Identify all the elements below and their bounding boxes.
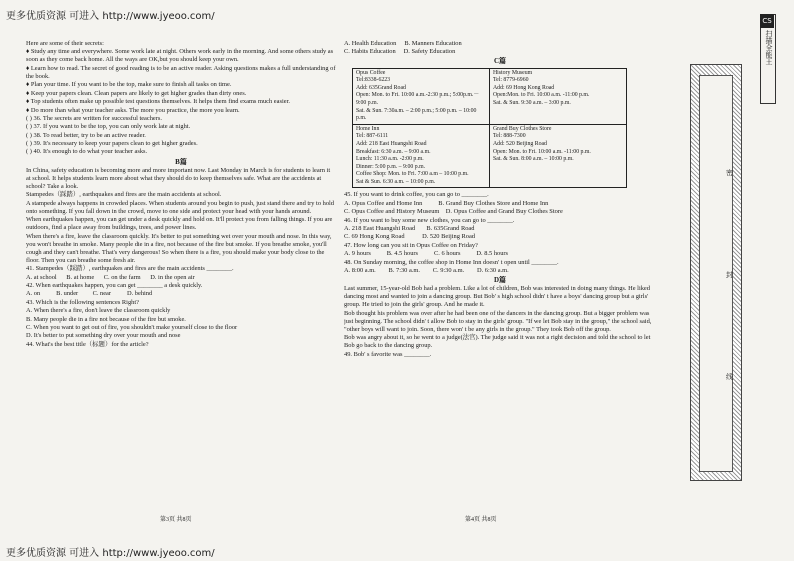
ad-history-museum: History Museum Tel: 8779-6960 Add: 69 Hong Kong Road Open:Mon. to Fri. 10:00 a.m. -11:00 p.m. Sat. & Sun. 9:30 a.m. – 3:00 p.m.: [490, 68, 627, 124]
seal-char: 线: [726, 373, 733, 381]
passage-paragraph: When earthquakes happen, you can get under a desk quickly and hold on. It'll protect you from falling things. If you are outdoors, find a place away from buildings, trees, and power lines.: [26, 216, 333, 232]
options-44: A. Health Education B. Manners Education: [344, 40, 462, 47]
tf-question: ( ) 38. To read better, try to be an active reader.: [26, 131, 146, 139]
option: C. 69 Hong Kong Road D. 520 Beijing Road: [344, 233, 476, 241]
option: A. When there's a fire, don't leave the classroom quickly: [26, 307, 171, 315]
tf-question: ( ) 36. The secrets are written for successful teachers.: [26, 114, 162, 122]
question-42: 42. When earthquakes happen, you can get ________ a desk quickly.: [26, 282, 203, 290]
option: C. Opus Coffee and History Museum D. Opus Coffee and Grand Buy Clothes Store: [344, 208, 563, 216]
passage-paragraph: A stampede always happens in crowded places. When students around you begin to push, just stand there and try to hold onto something. If you fall down in the crowd, move to one side and protect your head with your hands around.: [26, 199, 334, 215]
option: B. Many people die in a fire not because of the fire but smoke.: [26, 315, 186, 323]
options-44: C. Habits Education D. Safety Education: [344, 48, 456, 56]
right-page: [344, 40, 656, 515]
tip: ♦ Do more than what your teacher asks. The more you practice, the more you learn.: [26, 106, 240, 114]
option: A. 218 East Huangshi Road B. 635Grand Road: [344, 225, 475, 233]
section-c-heading: C篇: [493, 57, 507, 66]
ad-home-inn: Home Inn Tel: 887-6111 Add: 218 East Huangshi Road Breakfast: 6:30 a.m. – 9:00 a.m. Lunch: 11:30 a.m. -2:00 p.m. Dinner: 5:00 p.m. – 9:00 p.m. Coffee Shop: Mon. to Fri. 7:00 a.m – 10:00 p.m. Sat & Sun. 6:30 a.m. – 10:00 p.m.: [353, 124, 490, 188]
passage-paragraph: Stampedes（踩踏）, earthquakes and fires are the main accidents at school.: [26, 191, 222, 199]
question-47: 47. How long can you sit in Opus Coffee on Friday?: [344, 241, 478, 249]
watermark-bottom: 更多优质资源 可进入 http://www.jyeoo.com/: [6, 548, 215, 559]
ad-grand-buy: Grand Buy Clothes Store Tel: 888-7300 Add: 520 Beijing Road Open: Mon. to Fri. 10:00 a.m. -11:00 p.m. Sat. & Sun. 8:00 a.m. – 10:00 p.m.: [490, 124, 627, 188]
question-45: 45. If you want to drink coffee, you can go to ________.: [344, 191, 489, 199]
page-footer-right: 第4页 共8页: [465, 517, 497, 523]
page-footer-left: 第3页 共8页: [160, 517, 192, 523]
passage-paragraph: When there's a fire, leave the classroom quickly. It's better to put something wet over your mouth and nose. In this way, you won't breathe in smoke. Many people die in a fire, not because of the fire but smoke. If you breathe smoke, you'll cough and they can't breathe. That's very dangerous! So when there is a fire, you should make your body close to the floor. Then you can breathe some fresh air.: [26, 232, 332, 264]
passage-paragraph: Bob was angry about it, so he went to a judge(法官). The judge said it was not a right decision and told the school to let Bob go back to the dancing group.: [344, 334, 651, 350]
left-page: [26, 40, 336, 515]
question-43: 43. Which is the following sentences Right?: [26, 298, 139, 306]
tf-question: ( ) 39. It's necessary to keep your papers clean to get higher grades.: [26, 140, 198, 148]
ads-table: [352, 68, 627, 189]
tf-question: ( ) 40. It's enough to do what your teacher asks.: [26, 148, 148, 156]
passage-paragraph: Last summer, 15-year-old Bob had a problem. Like a lot of children, Bob was interested in doing many things. He liked dancing most and wanted to join a dancing group. But Bob' s high school didn' t have a boys' dancing group but a girls' group. He tried to join the girls' group. And he made it.: [344, 285, 650, 309]
tip: ♦ Study any time and everywhere. Some work late at night. Others work early in the morning. And some others study as soon as they come back home. All the ways are OK,but you should keep your own.: [26, 48, 334, 64]
question-49: 49. Bob' s favorite was ________.: [344, 350, 432, 358]
question-48: 48. On Sunday morning, the coffee shop in Home Inn doesn' t open until ________.: [344, 258, 559, 266]
tip: ♦ Plan your time. If you want to be the top, make sure to finish all tasks on time.: [26, 81, 232, 89]
question-46: 46. If you want to buy some new clothes, you can go to ________.: [344, 216, 515, 224]
section-b-heading: B篇: [175, 157, 187, 166]
watermark-top: 更多优质资源 可进入 http://www.jyeoo.com/: [6, 11, 215, 22]
seal-char: 密: [726, 169, 733, 177]
intro: Here are some of their secrets:: [26, 40, 104, 47]
passage-paragraph: Bob thought his problem was over after he had been one of the dancers in the dancing group. But a bigger problem was just beginning. The school didn' t allow Bob to stay in the girls' group. "If we let Bob stay in the group," the school said, "other boys will want to join. Soon, there won' t be any girls in the group." They took Bob off the group.: [344, 309, 652, 333]
binding-strip: [690, 64, 742, 481]
ad-opus-coffee: Opus Coffee Tel:8338-6223 Add: 635Grand Road Open: Mon. to Fri. 10:00 a.m.-2:30 p.m.; 5:00p.m.－9:00 p.m. Sat. & Sun. 7:30a.m. – 2:00 p.m.; 5:00 p.m. – 10:00 p.m.: [353, 68, 490, 124]
tf-question: ( ) 37. If you want to be the top, you can only work late at night.: [26, 123, 191, 131]
question-44: 44. What's the best title（标题）for the article?: [26, 340, 149, 348]
seal-char: 封: [726, 271, 733, 279]
option: A. Opus Coffee and Home Inn B. Grand Buy Clothes Store and Home Inn: [344, 199, 549, 207]
tip: ♦ Top students often make up possible test questions themselves. It helps them find exams much easier.: [26, 98, 290, 106]
options-47: A. 9 hours B. 4.5 hours C. 6 hours D. 8.5 hours: [344, 250, 509, 258]
question-41: 41. Stampedes（踩踏）, earthquakes and fires are the main accidents ________.: [26, 265, 234, 273]
option: C. When you want to get out of fire, you shouldn't make yourself close to the floor: [26, 324, 238, 332]
scanner-brand-text: 扫描全能王: [765, 30, 773, 65]
scanner-logo-icon: CS: [760, 14, 774, 28]
options-42: A. on B. under C. near D. behind: [26, 290, 153, 298]
options-41: A. at school B. at home C. on the farm D. in the open air: [26, 273, 195, 281]
tip: ♦ Learn how to read. The secret of good reading is to be an active reader. Asking questions makes a full understanding of the book.: [26, 64, 336, 80]
section-d-heading: D篇: [493, 276, 507, 285]
option: D. It's better to put something dry over your mouth and nose: [26, 332, 181, 340]
tip: ♦ Keep your papers clean. Clean papers are likely to get higher grades than dirty ones.: [26, 89, 247, 97]
options-48: A. 8:00 a.m. B. 7:30 a.m. C. 9:30 a.m. D. 6:30 a.m.: [344, 267, 509, 274]
passage-paragraph: In China, safety education is becoming more and more important now. Last Monday in March is for students to learn it at school. It helps students learn more about what they should do to keep themselves safe. What are the accidents at school? Take a look.: [26, 166, 331, 190]
